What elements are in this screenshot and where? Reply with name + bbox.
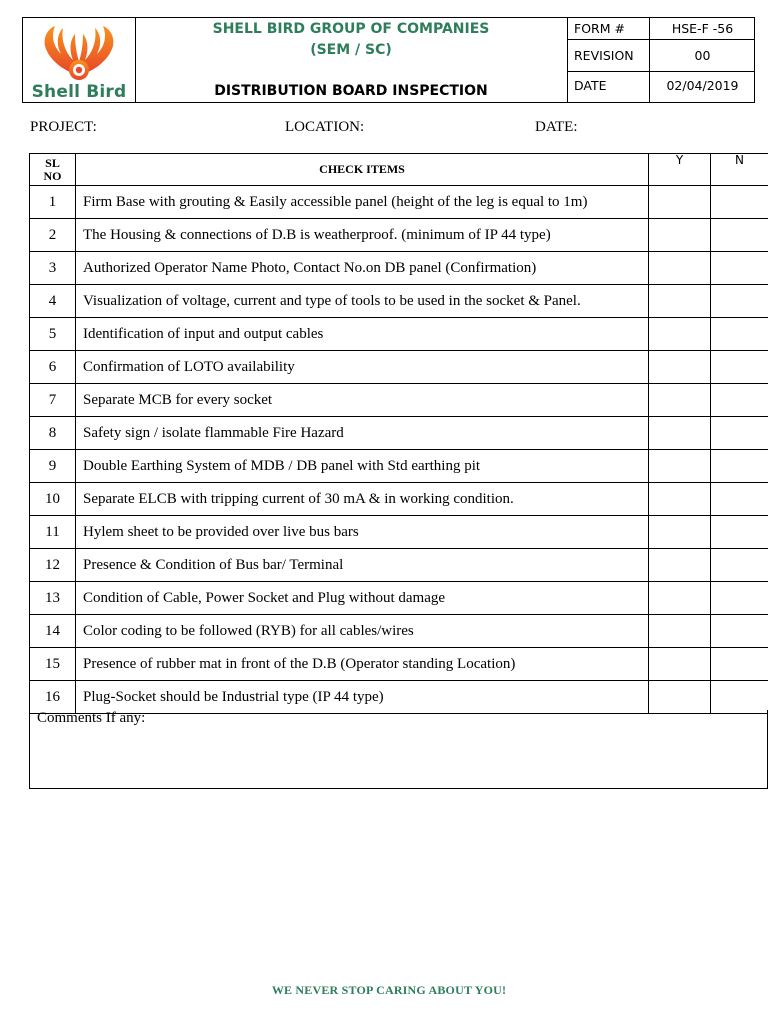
yes-checkbox-cell[interactable] (649, 186, 711, 219)
comments-box[interactable] (29, 710, 768, 789)
title-cell (135, 18, 568, 102)
row-number: 10 (30, 483, 76, 516)
logo-cell (23, 18, 136, 102)
form-header (22, 17, 755, 103)
row-number: 9 (30, 450, 76, 483)
row-number: 14 (30, 615, 76, 648)
no-checkbox-cell[interactable] (711, 285, 768, 318)
meta-label: REVISION (574, 47, 634, 63)
no-checkbox-cell[interactable] (711, 582, 768, 615)
logo-wordmark: Shell Bird (31, 82, 127, 102)
yes-checkbox-cell[interactable] (649, 252, 711, 285)
no-checkbox-cell[interactable] (711, 186, 768, 219)
row-number: 2 (30, 219, 76, 252)
table-row (30, 417, 768, 450)
check-item-text: Firm Base with grouting & Easily accessible panel (height of the leg is equal to 1m) (76, 186, 649, 219)
table-row (30, 516, 768, 549)
col-header-sl-no: SL NO (30, 154, 76, 186)
yes-checkbox-cell[interactable] (649, 516, 711, 549)
no-checkbox-cell[interactable] (711, 219, 768, 252)
no-checkbox-cell[interactable] (711, 318, 768, 351)
no-checkbox-cell[interactable] (711, 351, 768, 384)
yes-checkbox-cell[interactable] (649, 681, 711, 714)
check-item-text: Separate MCB for every socket (76, 384, 649, 417)
footer-slogan: WE NEVER STOP CARING ABOUT YOU! (271, 983, 507, 997)
table-row (30, 450, 768, 483)
check-item-text: Confirmation of LOTO availability (76, 351, 649, 384)
document-title: DISTRIBUTION BOARD INSPECTION (214, 83, 488, 99)
yes-checkbox-cell[interactable] (649, 417, 711, 450)
check-item-text: Visualization of voltage, current and type of tools to be used in the socket & Panel. (76, 285, 649, 318)
table-row (30, 219, 768, 252)
yes-checkbox-cell[interactable] (649, 615, 711, 648)
col-header-no: N (711, 154, 768, 186)
no-checkbox-cell[interactable] (711, 483, 768, 516)
no-checkbox-cell[interactable] (711, 516, 768, 549)
row-number: 13 (30, 582, 76, 615)
comments-label: Comments If any: (37, 710, 146, 726)
meta-value: HSE-F -56 (649, 18, 755, 39)
form-meta-table (568, 18, 754, 102)
row-number: 4 (30, 285, 76, 318)
table-row (30, 318, 768, 351)
project-info-line (0, 119, 768, 139)
table-row (30, 351, 768, 384)
table-row (30, 186, 768, 219)
company-divisions: (SEM / SC) (310, 42, 392, 58)
meta-label: FORM # (574, 21, 625, 36)
table-row (30, 252, 768, 285)
row-number: 12 (30, 549, 76, 582)
meta-row-form (568, 18, 754, 40)
check-item-text: Authorized Operator Name Photo, Contact No.on DB panel (Confirmation) (76, 252, 649, 285)
check-item-text: Double Earthing System of MDB / DB panel with Std earthing pit (76, 450, 649, 483)
no-checkbox-cell[interactable] (711, 681, 768, 714)
yes-checkbox-cell[interactable] (649, 285, 711, 318)
check-item-text: Color coding to be followed (RYB) for all cables/wires (76, 615, 649, 648)
check-item-text: Identification of input and output cables (76, 318, 649, 351)
no-checkbox-cell[interactable] (711, 384, 768, 417)
no-checkbox-cell[interactable] (711, 549, 768, 582)
no-checkbox-cell[interactable] (711, 450, 768, 483)
check-item-text: The Housing & connections of D.B is weatherproof. (minimum of IP 44 type) (76, 219, 649, 252)
meta-row-revision (568, 39, 754, 72)
yes-checkbox-cell[interactable] (649, 318, 711, 351)
table-row (30, 648, 768, 681)
no-checkbox-cell[interactable] (711, 252, 768, 285)
yes-checkbox-cell[interactable] (649, 450, 711, 483)
yes-checkbox-cell[interactable] (649, 384, 711, 417)
no-checkbox-cell[interactable] (711, 648, 768, 681)
check-item-text: Presence of rubber mat in front of the D.B (Operator standing Location) (76, 648, 649, 681)
no-checkbox-cell[interactable] (711, 417, 768, 450)
table-row (30, 285, 768, 318)
check-item-text: Hylem sheet to be provided over live bus bars (76, 516, 649, 549)
check-item-text: Safety sign / isolate flammable Fire Hazard (76, 417, 649, 450)
check-item-text: Separate ELCB with tripping current of 30 mA & in working condition. (76, 483, 649, 516)
row-number: 7 (30, 384, 76, 417)
table-row (30, 582, 768, 615)
check-item-text: Plug-Socket should be Industrial type (IP 44 type) (76, 681, 649, 714)
meta-row-date (568, 71, 754, 102)
yes-checkbox-cell[interactable] (649, 351, 711, 384)
date-label: DATE: (535, 119, 578, 135)
check-item-text: Condition of Cable, Power Socket and Plug without damage (76, 582, 649, 615)
meta-label: DATE (574, 78, 607, 93)
shell-bird-logo-icon (23, 18, 135, 88)
check-item-text: Presence & Condition of Bus bar/ Terminal (76, 549, 649, 582)
col-header-yes: Y (649, 154, 711, 186)
row-number: 5 (30, 318, 76, 351)
checklist-table (29, 153, 768, 714)
table-row (30, 549, 768, 582)
row-number: 8 (30, 417, 76, 450)
yes-checkbox-cell[interactable] (649, 648, 711, 681)
table-row (30, 615, 768, 648)
company-name: SHELL BIRD GROUP OF COMPANIES (212, 21, 490, 37)
table-row (30, 483, 768, 516)
col-header-check-items: CHECK ITEMS (76, 154, 649, 186)
row-number: 16 (30, 681, 76, 714)
meta-value: 00 (649, 39, 755, 71)
table-header-row (30, 154, 768, 186)
table-row (30, 384, 768, 417)
row-number: 6 (30, 351, 76, 384)
table-row (30, 681, 768, 714)
project-label: PROJECT: (30, 119, 97, 135)
location-label: LOCATION: (285, 119, 365, 135)
row-number: 1 (30, 186, 76, 219)
row-number: 15 (30, 648, 76, 681)
row-number: 11 (30, 516, 76, 549)
meta-value: 02/04/2019 (649, 71, 755, 102)
no-checkbox-cell[interactable] (711, 615, 768, 648)
row-number: 3 (30, 252, 76, 285)
yes-checkbox-cell[interactable] (649, 582, 711, 615)
yes-checkbox-cell[interactable] (649, 549, 711, 582)
yes-checkbox-cell[interactable] (649, 219, 711, 252)
yes-checkbox-cell[interactable] (649, 483, 711, 516)
